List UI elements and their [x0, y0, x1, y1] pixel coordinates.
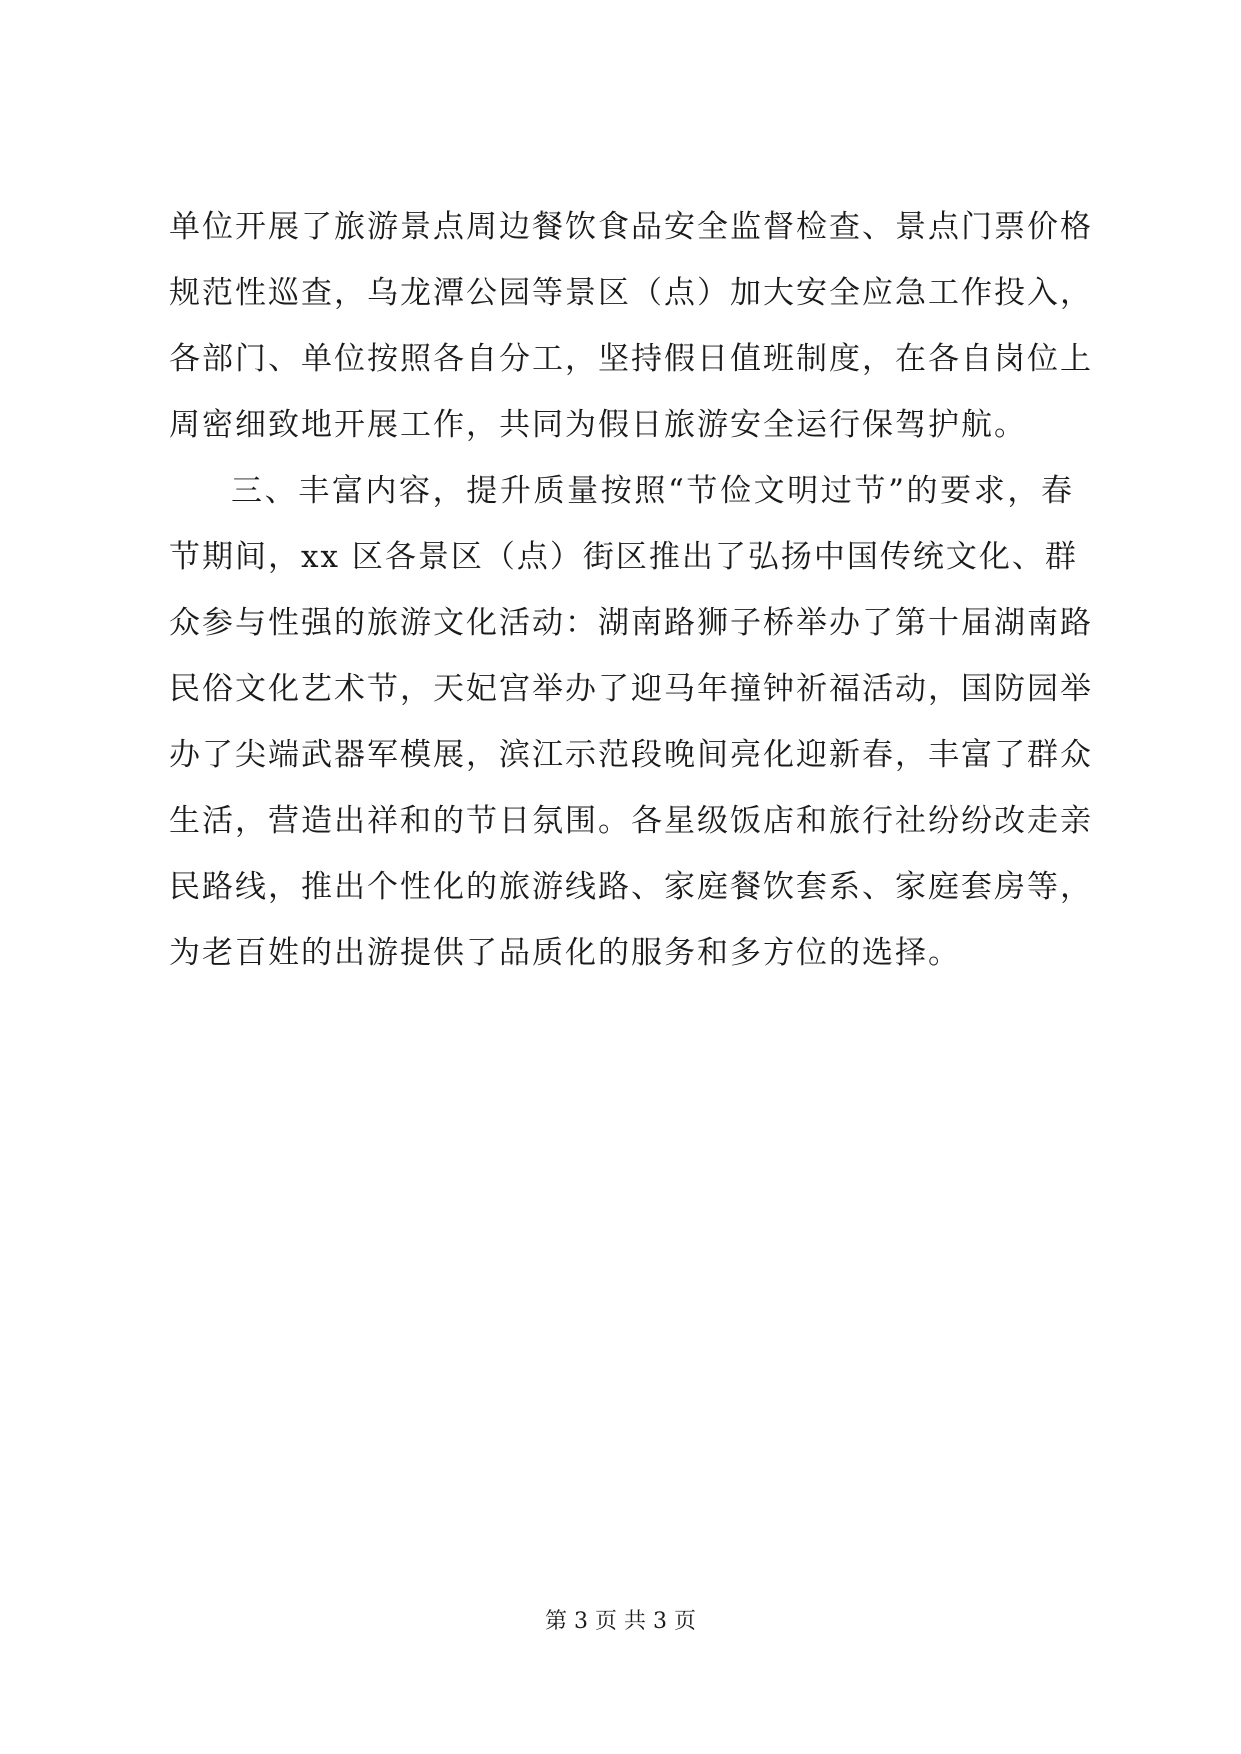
page-footer: 第 3 页 共 3 页: [545, 1609, 696, 1634]
text-line: 民俗文化艺术节，天妃宫举办了迎马年撞钟祈福活动，国防园举: [169, 671, 1093, 707]
text-line: 三、丰富内容，提升质量按照“节俭文明过节”的要求，春: [231, 473, 1074, 509]
text-line: 单位开展了旅游景点周边餐饮食品安全监督检查、景点门票价格: [169, 209, 1093, 245]
text-line: 民路线，推出个性化的旅游线路、家庭餐饮套系、家庭套房等，: [169, 869, 1093, 905]
text-line: 周密细致地开展工作，共同为假日旅游安全运行保驾护航。: [169, 407, 1027, 443]
text-line: 节期间，xx 区各景区（点）街区推出了弘扬中国传统文化、群: [169, 539, 1078, 575]
text-line: 办了尖端武器军模展，滨江示范段晚间亮化迎新春，丰富了群众: [169, 737, 1093, 773]
text-line: 规范性巡查，乌龙潭公园等景区（点）加大安全应急工作投入，: [169, 275, 1093, 311]
text-line: 众参与性强的旅游文化活动：湖南路狮子桥举办了第十届湖南路: [169, 605, 1093, 641]
text-line: 为老百姓的出游提供了品质化的服务和多方位的选择。: [169, 935, 961, 971]
paragraph-continuation: [169, 200, 1093, 464]
document-body: [169, 200, 1093, 992]
text-line: 各部门、单位按照各自分工，坚持假日值班制度，在各自岗位上: [169, 341, 1093, 377]
paragraph-section-three: [169, 464, 1093, 992]
text-line: 生活，营造出祥和的节日氛围。各星级饭店和旅行社纷纷改走亲: [169, 803, 1093, 839]
